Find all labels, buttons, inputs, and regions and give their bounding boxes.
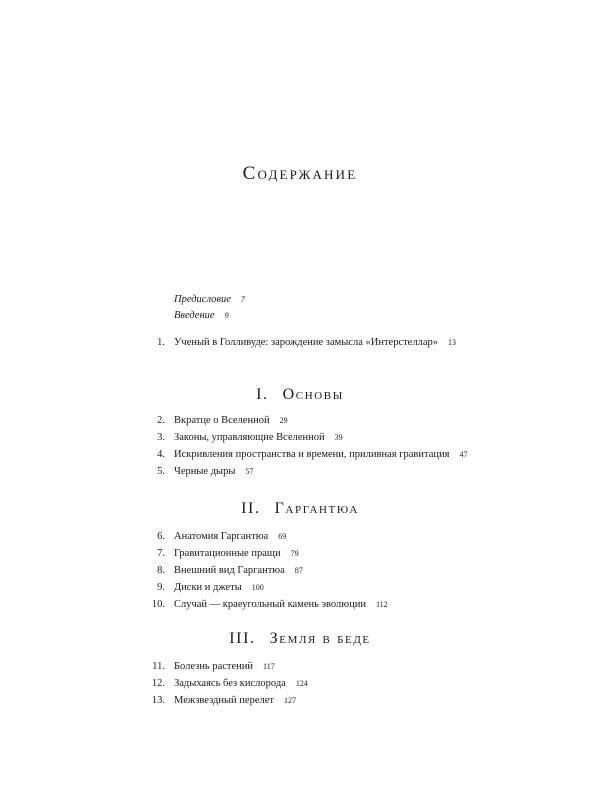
chapter-title: Анатомия Гаргантюа [174,531,269,542]
part-heading-1 [0,386,600,404]
chapter-title: Гравитационные пращи [174,548,281,559]
chapter-title: Ученый в Голливуде: зарождение замысла «Интерстеллар» [174,337,438,348]
chapter-title: Болезнь растений [174,661,254,672]
part-numeral: III. [229,630,256,647]
entry-page: 9 [224,311,229,320]
part-title: Основы [282,386,344,403]
chapter-number: 6. [157,531,165,542]
toc-entry-preface[interactable] [174,292,245,308]
chapter-number: 2. [157,415,165,426]
entry-title: Введение [174,310,215,321]
chapter-page: 117 [263,662,275,671]
chapter-title: Черные дыры [174,466,236,477]
chapter-number: 8. [157,565,165,576]
page-title: Содержание [242,163,358,184]
chapter-number: 3. [157,432,165,443]
part-heading-2 [0,500,600,518]
chapter-page: 79 [290,549,299,558]
part-title: Гаргантюа [274,500,359,517]
chapter-number: 1. [157,337,165,348]
chapter-page: 39 [334,433,343,442]
chapter-title: Межзвездный перелет [174,695,274,706]
chapter-page: 13 [448,338,456,347]
chapter-number: 9. [157,582,165,593]
part-title: Земля в беде [269,630,371,647]
chapter-page: 47 [459,450,468,459]
chapter-title: Искривления пространства и времени, приливная гравитация [174,449,450,460]
entry-page: 7 [240,295,245,304]
chapter-page: 69 [278,532,287,541]
front-matter [174,292,245,324]
chapter-title: Законы, управляющие Вселенной [174,432,325,443]
chapter-page: 127 [283,696,296,705]
part-heading-3 [0,630,600,648]
part-numeral: II. [241,500,261,517]
chapter-page: 124 [295,679,308,688]
chapter-number: 11. [152,661,165,672]
chapter-page: 112 [375,600,388,609]
chapter-number: 5. [157,466,165,477]
chapter-page: 29 [279,416,288,425]
chapter-title: Случай — краеугольный камень эволюции [174,599,366,610]
chapter-title: Задыхаясь без кислорода [174,678,286,689]
chapter-page: 57 [245,467,254,476]
chapter-number: 10. [151,599,165,610]
part-numeral: I. [256,386,269,403]
chapter-title: Внешний вид Гаргантюа [174,565,285,576]
chapter-number: 7. [157,548,165,559]
entry-title: Предисловие [174,294,231,305]
chapter-title: Вкратце о Вселенной [174,415,270,426]
chapter-number: 4. [157,449,165,460]
chapter-number: 12. [151,678,165,689]
chapter-number: 13. [151,695,165,706]
chapter-page: 87 [294,566,303,575]
chapter-page: 100 [251,583,264,592]
toc-entry-introduction[interactable] [174,308,245,324]
chapter-title: Диски и джеты [174,582,242,593]
